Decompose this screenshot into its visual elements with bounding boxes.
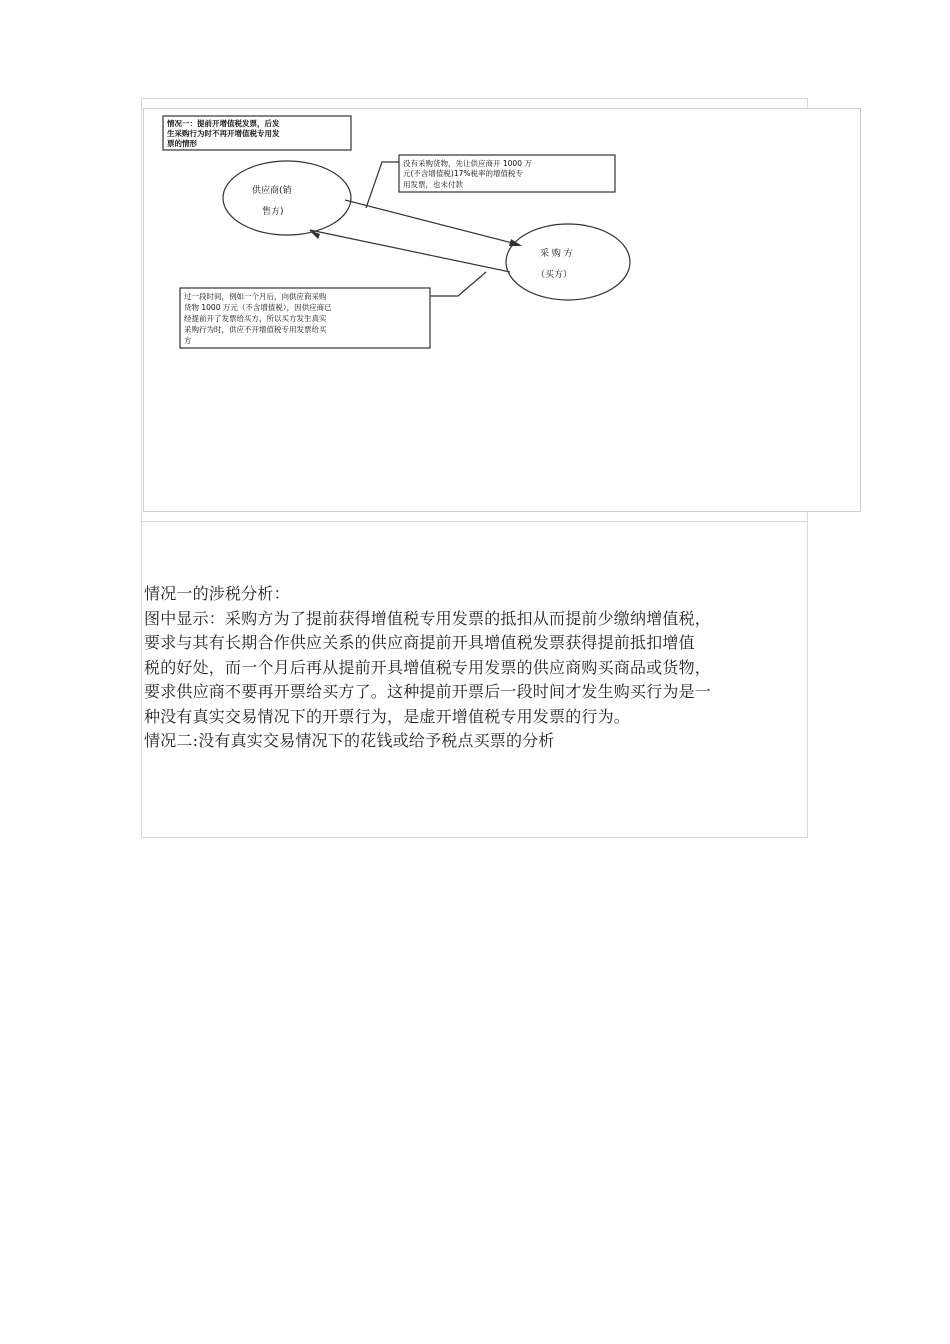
bottom-note-line-4: 采购行为时，供应不开增值税专用发票给买 [184,325,327,334]
analysis-line-5: 种没有真实交易情况下的开票行为，是虚开增值税专用发票的行为。 [144,706,631,726]
bottom-note-line-5: 方 [184,336,192,345]
invoice-flow-diagram [0,0,950,560]
bottom-note-line-3: 经提前开了发票给买方，所以买方发生真实 [184,314,327,323]
supplier-line-2: 售方) [262,207,284,217]
buyer-line-2: （买方） [536,270,573,280]
title-line-3: 票的情形 [167,139,197,148]
analysis-heading: 情况一的涉税分析： [144,584,290,603]
analysis-text [144,582,808,754]
analysis-line-2: 要求与其有长期合作供应关系的供应商提前开具增值税发票获得提前抵扣增值 [144,633,695,652]
top-note-line-2: 元(不含增值税)17%税率的增值税专 [403,169,524,178]
top-note-line-3: 用发票，也未付款 [403,180,463,189]
bottom-note-connector [430,272,486,296]
bottom-note-line-1: 过一段时间，例如一个月后，向供应商采购 [184,292,327,301]
buyer-node [506,224,630,300]
analysis-line-3: 税的好处，而一个月后再从提前开具增值税专用发票的供应商购买商品或货物， [144,657,712,677]
title-line-1: 情况一：提前开增值税发票，后发 [167,119,280,128]
supplier-node [223,161,351,235]
top-note-line-1: 没有采购货物，先让供应商开 1000 万 [403,159,532,168]
invoice-arrow-line [345,200,520,245]
title-line-2: 生采购行为时不再开增值税专用发 [167,129,280,138]
next-section-heading: 情况二:没有真实交易情况下的花钱或给予税点买票的分析 [144,731,555,750]
purchase-arrow-line [310,230,510,272]
top-note-connector [366,162,399,208]
supplier-line-1: 供应商(销 [252,186,292,196]
analysis-line-1: 图中显示：采购方为了提前获得增值税专用发票的抵扣从而提前少缴纳增值税， [144,608,712,628]
buyer-line-1: 采 购 方 [540,249,573,259]
bottom-note-line-2: 货物 1000 万元（不含增值税），因供应商已 [184,303,332,312]
analysis-line-4: 要求供应商不要再开票给买方了。这种提前开票后一段时间才发生购买行为是一 [144,682,712,701]
